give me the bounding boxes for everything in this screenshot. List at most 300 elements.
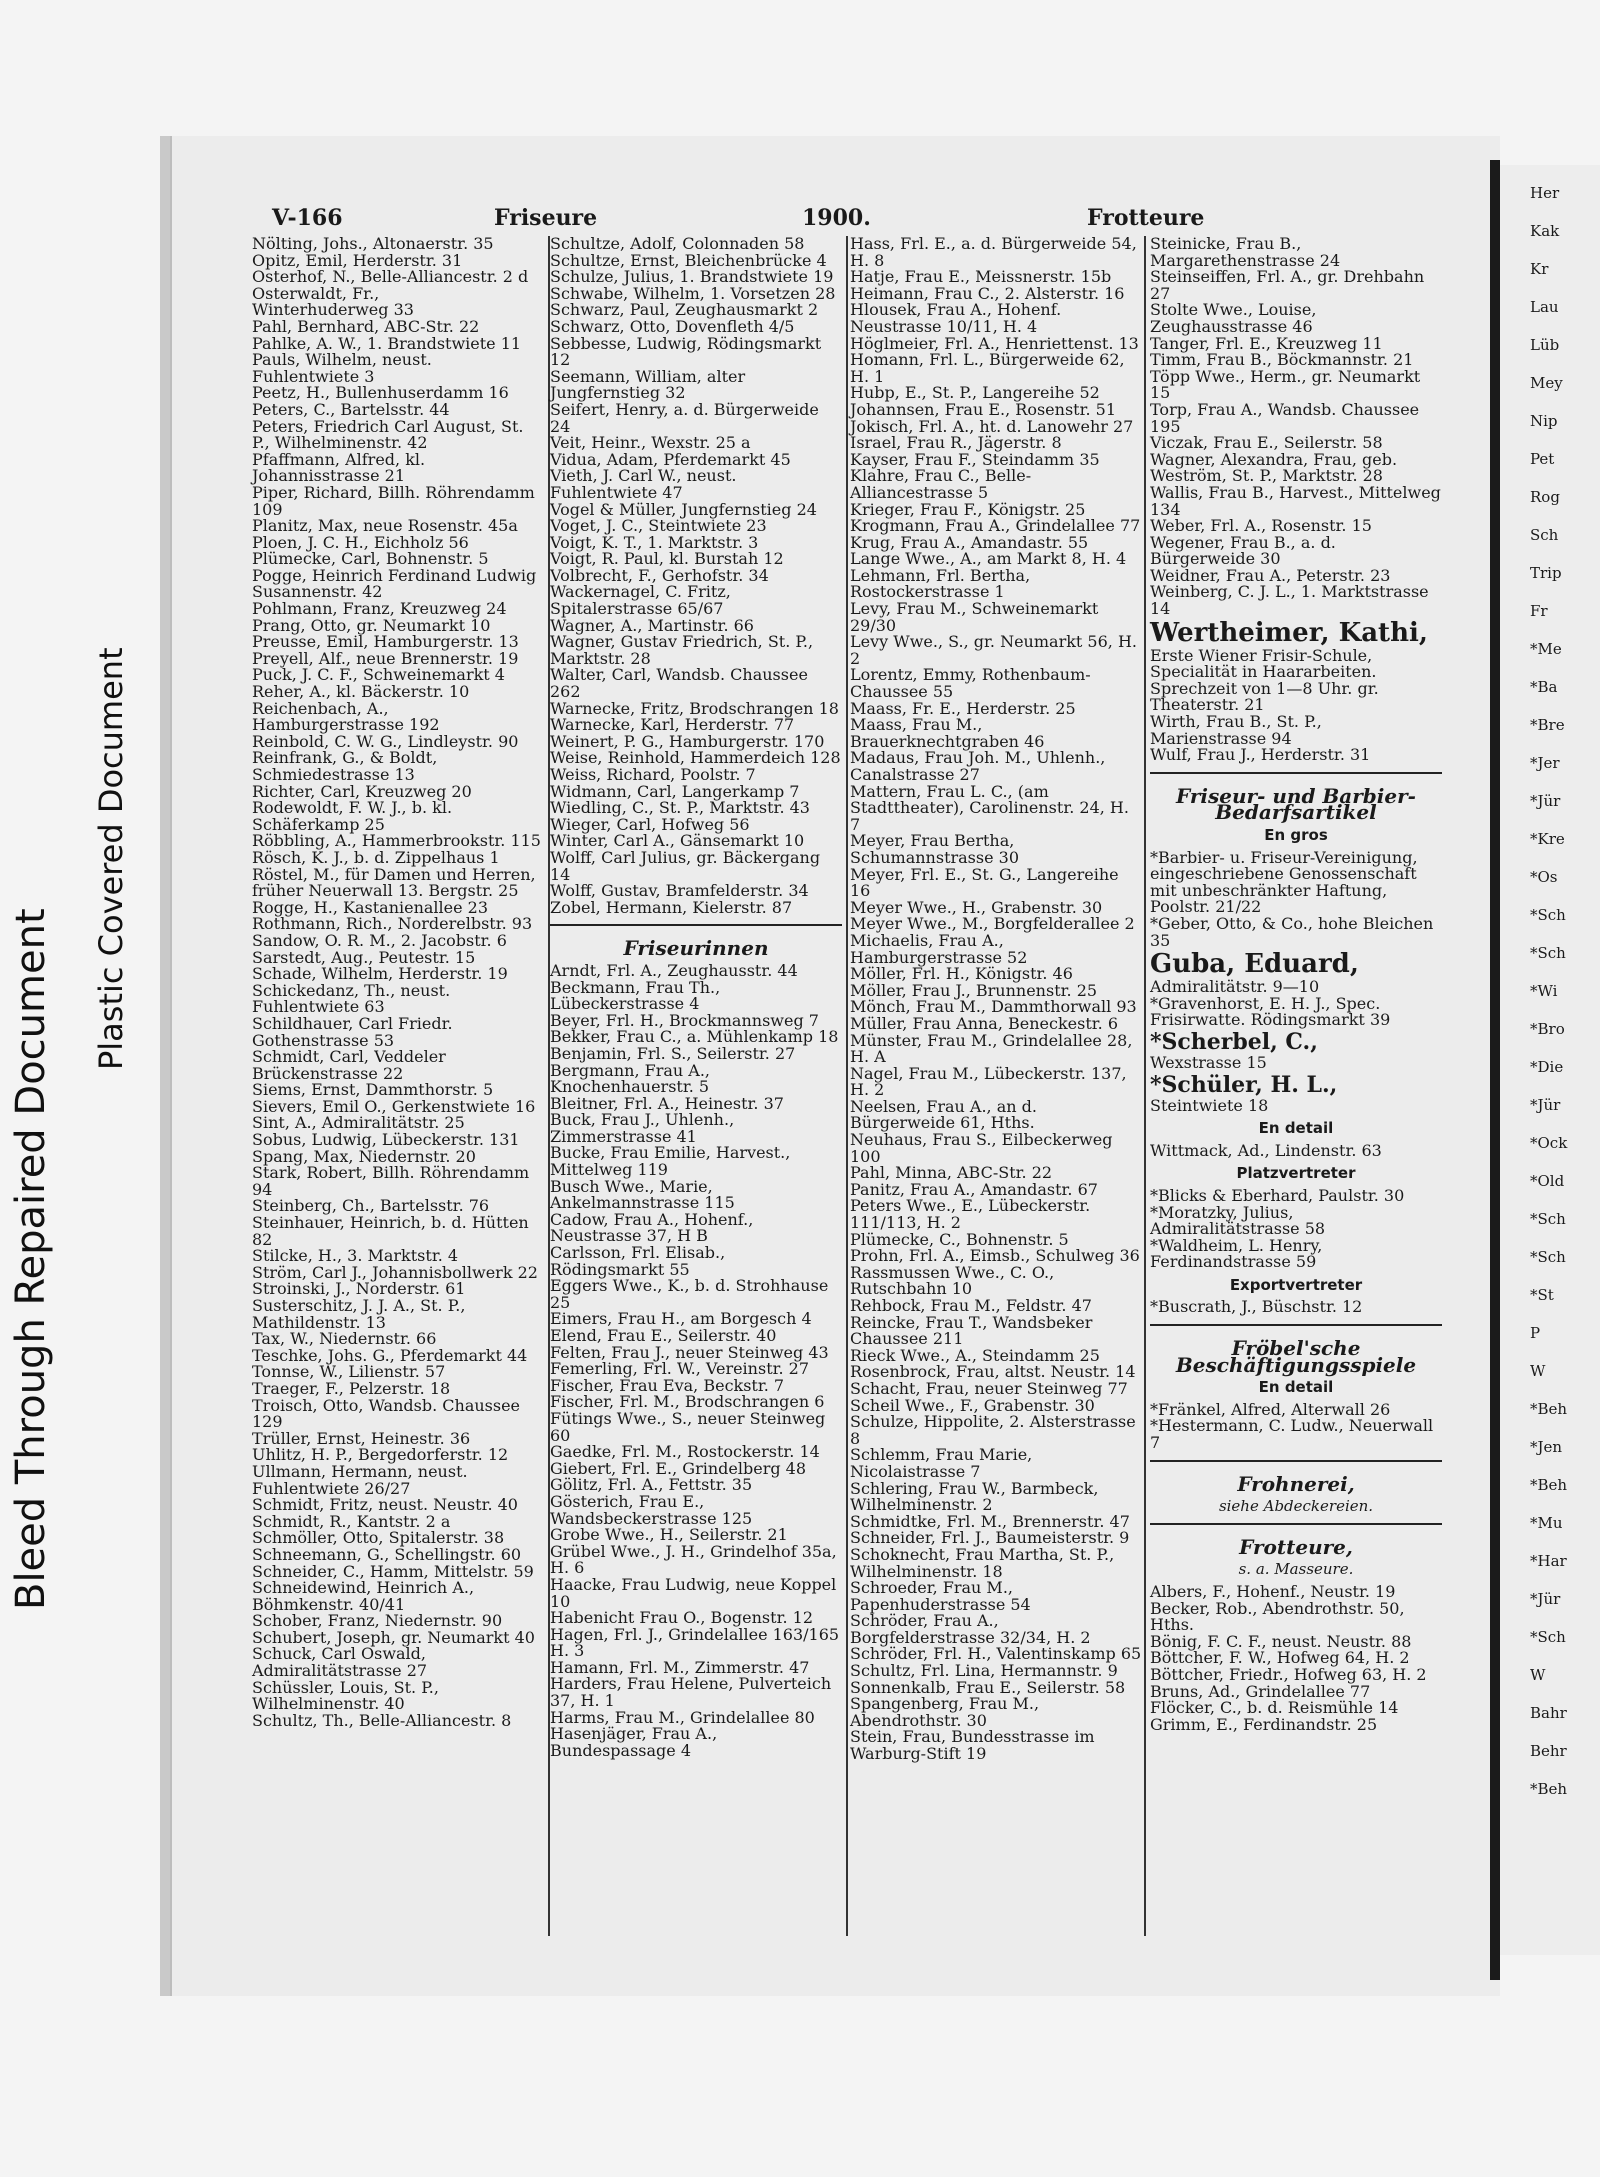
directory-entry: Lorentz, Emmy, Rothenbaum-Chaussee 55 <box>850 665 1091 702</box>
directory-entry: Schacht, Frau, neuer Steinweg 77 <box>850 1378 1128 1398</box>
directory-entry: Voget, J. C., Steintwiete 23 <box>550 516 767 536</box>
directory-entry: Schubert, Joseph, gr. Neumarkt 40 <box>252 1627 535 1647</box>
directory-entry: Rodewoldt, F. W. J., b. kl. Schäferkamp 25 <box>252 798 453 834</box>
next-page-text: *Beh <box>1530 1780 1568 1798</box>
directory-entry: Weiss, Richard, Poolstr. 7 <box>550 765 756 784</box>
directory-entry: Reher, A., kl. Bäckerstr. 10 <box>252 682 470 702</box>
directory-entry: Beyer, Frl. H., Brockmannsweg 7 <box>550 1010 819 1030</box>
directory-entry: Wolff, Gustav, Bramfelderstr. 34 <box>550 881 809 901</box>
directory-entry: Giebert, Frl. E., Grindelberg 48 <box>550 1458 807 1478</box>
next-page-text: Lüb <box>1530 336 1560 354</box>
directory-entry: Veit, Heinr., Wexstr. 25 a <box>550 433 751 453</box>
directory-entry: Winterhuderweg 33 <box>252 300 414 320</box>
directory-entry: Schulze, Hippolite, 2. Alsterstrasse 8 <box>850 1412 1136 1448</box>
directory-entry: Pohlmann, Franz, Kreuzweg 24 <box>252 599 507 619</box>
advertised-name: *Schüler, H. L., <box>1150 1071 1338 1098</box>
directory-entry: Rösch, K. J., b. d. Zippelhaus 1 <box>252 847 500 867</box>
directory-entry: Israel, Frau R., Jägerstr. 8 <box>850 433 1062 453</box>
directory-entry: Böttcher, Friedr., Hofweg 63, H. 2 <box>1150 1664 1427 1684</box>
next-page-text: Fr <box>1530 602 1548 620</box>
next-page-text: *Old <box>1530 1172 1565 1190</box>
section-heading: Frotteure, <box>1239 1534 1353 1559</box>
directory-entry: Beckmann, Frau Th., Lübeckerstrasse 4 <box>550 977 721 1014</box>
directory-entry: Wagner, Gustav Friedrich, St. P., Marktstr. 28 <box>550 632 814 668</box>
directory-entry: Hatje, Frau E., Meissnerstr. 15b <box>850 267 1112 287</box>
directory-entry: Fütings Wwe., S., neuer Steinweg 60 <box>550 1408 826 1445</box>
directory-entry: Krug, Frau A., Amandastr. 55 <box>850 532 1089 552</box>
directory-entry: Peters, C., Bartelsstr. 44 <box>252 399 450 419</box>
advertised-name: Wertheimer, Kathi, <box>1150 617 1428 648</box>
directory-entry: Arndt, Frl. A., Zeughausstr. 44 <box>550 960 798 980</box>
section-rule <box>1150 1460 1442 1462</box>
next-page-text: *Jür <box>1530 1590 1561 1608</box>
directory-entry: Wagner, A., Martinstr. 66 <box>550 615 754 635</box>
directory-entry: Sint, A., Admiralitätstr. 25 <box>252 1113 465 1133</box>
directory-entry: Grimm, E., Ferdinandstr. 25 <box>1150 1714 1378 1734</box>
directory-entry: Sievers, Emil O., Gerkenstwiete 16 <box>252 1096 536 1116</box>
directory-entry: Klahre, Frau C., Belle-Alliancestrasse 5 <box>850 466 1032 502</box>
directory-entry: Neuhaus, Frau S., Eilbeckerweg 100 <box>850 1130 1113 1166</box>
next-page-text: Sch <box>1530 526 1559 544</box>
directory-entry: Möller, Frl. H., Königstr. 46 <box>850 964 1073 984</box>
directory-entry: Schultz, Frl. Lina, Hermannstr. 9 <box>850 1661 1118 1681</box>
directory-entry: Bönig, F. C. F., neust. Neustr. 88 <box>1150 1631 1412 1651</box>
directory-entry: Weinberg, C. J. L., 1. Marktstrasse 14 <box>1150 582 1429 619</box>
directory-entry: Grobe Wwe., H., Seilerstr. 21 <box>550 1525 788 1545</box>
directory-entry: Vogel & Müller, Jungfernstieg 24 <box>550 499 817 519</box>
section-subheading: s. a. Masseure. <box>1238 1560 1354 1579</box>
directory-entry: Tonnse, W., Lilienstr. 57 <box>252 1362 446 1382</box>
directory-entry: Höglmeier, Frl. A., Henriettenst. 13 <box>850 333 1139 353</box>
directory-entry: Stark, Robert, Billh. Röhrendamm 94 <box>252 1163 530 1199</box>
directory-entry: Buck, Frau J., Uhlenh., Zimmerstrasse 41 <box>550 1110 735 1146</box>
directory-entry: Bekker, Frau C., a. Mühlenkamp 18 <box>550 1027 839 1047</box>
directory-entry: Peters, Friedrich Carl August, St. P., Wilhelminenstr. 42 <box>252 416 524 453</box>
directory-entry: Rogge, H., Kastanienallee 23 <box>252 897 489 917</box>
directory-entry: Steintwiete 18 <box>1150 1095 1269 1115</box>
next-page-text: W <box>1530 1666 1546 1684</box>
directory-entry: Schneidewind, Heinrich A., Böhmkenstr. 40/41 <box>252 1578 475 1614</box>
header-year: 1900. <box>802 205 871 231</box>
directory-entry: Hagen, Frl. J., Grindelallee 163/165 H. 3 <box>550 1624 840 1661</box>
directory-entry: Siems, Ernst, Dammthorstr. 5 <box>252 1080 494 1100</box>
directory-entry: Weidner, Frau A., Peterstr. 23 <box>1150 565 1391 585</box>
directory-entry: Voigt, R. Paul, kl. Burstah 12 <box>550 549 784 569</box>
directory-entry: Schüssler, Louis, St. P., Wilhelminenstr. 40 <box>252 1677 439 1714</box>
directory-entry: Schmöller, Otto, Spitalerstr. 38 <box>252 1528 505 1548</box>
directory-entry: Osterhof, N., Belle-Alliancestr. 2 d <box>252 267 529 287</box>
directory-entry: Spang, Max, Niedernstr. 20 <box>252 1146 476 1166</box>
directory-entry: Rassmussen Wwe., C. O., Rutschbahn 10 <box>850 1262 1055 1299</box>
column-4 <box>1150 236 1442 1733</box>
directory-entry: Schuck, Carl Oswald, Admiralitätstrasse 27 <box>252 1644 428 1681</box>
directory-entry: Wirth, Frau B., St. P., Marienstrasse 94 <box>1150 712 1322 748</box>
directory-entry: Gaedke, Frl. M., Rostockerstr. 14 <box>550 1442 820 1462</box>
side-label-primary: Bleed Through Repaired Document <box>8 908 54 1610</box>
next-page-text: Trip <box>1530 564 1562 582</box>
directory-entry: Johannsen, Frau E., Rosenstr. 51 <box>850 399 1116 419</box>
directory-entry: Stolte Wwe., Louise, Zeughausstrasse 46 <box>1150 300 1317 336</box>
directory-entry: Planitz, Max, neue Rosenstr. 45a <box>252 516 518 536</box>
directory-entry: Eggers Wwe., K., b. d. Strohhause 25 <box>550 1276 829 1312</box>
directory-entry: Habenicht Frau O., Bogenstr. 12 <box>550 1608 813 1628</box>
directory-entry: Schroeder, Frau M., Papenhuderstrasse 54 <box>850 1578 1031 1614</box>
directory-entry: Schröder, Frl. H., Valentinskamp 65 <box>850 1644 1142 1664</box>
directory-entry: Schultz, Th., Belle-Alliancestr. 8 <box>252 1710 512 1730</box>
next-page-text: Rog <box>1530 488 1560 506</box>
directory-entry: Ploen, J. C. H., Eichholz 56 <box>252 532 469 552</box>
directory-entry: Scheil Wwe., F., Grabenstr. 30 <box>850 1395 1095 1415</box>
directory-entry: Pahl, Bernhard, ABC-Str. 22 <box>252 316 480 336</box>
directory-entry: Schneemann, G., Schellingstr. 60 <box>252 1544 522 1564</box>
directory-entry: Walter, Carl, Wandsb. Chaussee 262 <box>550 665 808 702</box>
directory-entry: Grübel Wwe., J. H., Grindelhof 35a, H. 6 <box>550 1541 837 1578</box>
directory-entry: Böttcher, F. W., Hofweg 64, H. 2 <box>1150 1648 1410 1668</box>
directory-entry: Pahl, Minna, ABC-Str. 22 <box>850 1163 1053 1183</box>
directory-entry: Plümecke, C., Bohnenstr. 5 <box>850 1229 1069 1249</box>
directory-entry: Elend, Frau E., Seilerstr. 40 <box>550 1326 777 1345</box>
directory-entry: Prang, Otto, gr. Neumarkt 10 <box>252 615 491 635</box>
directory-entry: Sonnenkalb, Frau E., Seilerstr. 58 <box>850 1677 1126 1697</box>
directory-entry: Preyell, Alf., neue Brennerstr. 19 <box>252 648 519 668</box>
directory-entry: Seifert, Henry, a. d. Bürgerweide 24 <box>550 399 819 436</box>
directory-entry: Wackernagel, C. Fritz, Spitalerstrasse 65/67 <box>550 582 731 619</box>
directory-entry: Schultze, Ernst, Bleichenbrücke 4 <box>550 250 827 270</box>
directory-entry: Wexstrasse 15 <box>1150 1052 1267 1072</box>
next-page-text: *Har <box>1530 1552 1567 1570</box>
directory-entry: Teschke, Johs. G., Pferdemarkt 44 <box>252 1345 528 1365</box>
directory-entry: Maass, Frau M., Brauerknechtgraben 46 <box>850 715 1045 751</box>
directory-entry: Steinhauer, Heinrich, b. d. Hütten 82 <box>252 1213 529 1249</box>
directory-entry: Levy, Frau M., Schweinemarkt 29/30 <box>850 599 1099 635</box>
directory-entry: Weber, Frl. A., Rosenstr. 15 <box>1150 516 1372 536</box>
directory-entry: Nölting, Johs., Altonaerstr. 35 <box>252 234 494 253</box>
next-page-text: *Ba <box>1530 678 1558 696</box>
directory-entry: Preusse, Emil, Hamburgerstr. 13 <box>252 632 519 652</box>
directory-entry: Steinseiffen, Frl. A., gr. Drehbahn 27 <box>1150 267 1425 303</box>
section-rule <box>1150 1523 1442 1525</box>
directory-entry: Meyer Wwe., M., Borgfelderallee 2 <box>850 914 1135 934</box>
next-page-text: Nip <box>1530 412 1558 430</box>
directory-entry: Kayser, Frau F., Steindamm 35 <box>850 449 1100 469</box>
directory-entry: Schwarz, Otto, Dovenfleth 4/5 <box>550 316 795 336</box>
directory-entry: Röbbling, A., Hammerbrookstr. 115 <box>252 831 541 851</box>
directory-entry: Vieth, J. Carl W., neust. Fuhlentwiete 47 <box>550 466 737 502</box>
directory-entry: Panitz, Frau A., Amandastr. 67 <box>850 1179 1098 1199</box>
directory-entry: Schneider, Frl. J., Baumeisterstr. 9 <box>850 1528 1130 1548</box>
section-rule <box>1150 772 1442 774</box>
directory-entry: Schickedanz, Th., neust. Fuhlentwiete 63 <box>252 980 451 1017</box>
subsection-label: En gros <box>1264 826 1328 844</box>
directory-entry: Maass, Fr. E., Herderstr. 25 <box>850 698 1076 718</box>
directory-entry: Becker, Rob., Abendrothstr. 50, Hths. <box>1150 1598 1405 1635</box>
directory-entry: Busch Wwe., Marie, Ankelmannstrasse 115 <box>550 1176 735 1213</box>
side-label-secondary: Plastic Covered Document <box>92 647 130 1070</box>
directory-entry: Schwarz, Paul, Zeughausmarkt 2 <box>550 300 819 320</box>
page-gutter <box>1490 160 1500 1980</box>
directory-entry: Mönch, Frau M., Dammthorwall 93 <box>850 997 1137 1017</box>
directory-entry: Pauls, Wilhelm, neust. Fuhlentwiete 3 <box>252 350 432 386</box>
directory-entry: Schlering, Frau W., Barmbeck, Wilhelminenstr. 2 <box>850 1478 1099 1515</box>
directory-entry: Sebbesse, Ludwig, Rödingsmarkt 12 <box>550 333 822 370</box>
directory-entry: Erste Wiener Frisir-Schule, Specialität in Haararbeiten. Sprechzeit von 1—8 Uhr. gr. Theaterstr. 21 <box>1150 645 1379 715</box>
next-page-text: *Beh <box>1530 1400 1568 1418</box>
directory-entry: Schlemm, Frau Marie, Nicolaistrasse 7 <box>850 1445 1033 1481</box>
directory-entry: Ullmann, Hermann, neust. Fuhlentwiete 26/27 <box>252 1461 468 1498</box>
directory-entry: Reinbold, C. W. G., Lindleystr. 90 <box>252 731 519 751</box>
next-page-text: *Os <box>1530 868 1558 886</box>
directory-entry: Weinert, P. G., Hamburgerstr. 170 <box>550 731 825 751</box>
directory-entry: Neelsen, Frau A., an d. Bürgerweide 61, Hths. <box>850 1096 1037 1133</box>
next-page-text: Her <box>1530 184 1560 202</box>
column-3 <box>850 236 1142 1763</box>
next-page-text: *Ock <box>1530 1134 1568 1152</box>
next-page-text: *Sch <box>1530 1210 1566 1228</box>
directory-entry: Peetz, H., Bullenhuserdamm 16 <box>252 383 509 403</box>
next-page-text: Behr <box>1530 1742 1567 1760</box>
directory-entry: Rothmann, Rich., Norderelbstr. 93 <box>252 914 533 934</box>
directory-entry: Pogge, Heinrich Ferdinand Ludwig Susannenstr. 42 <box>252 565 537 602</box>
directory-entry: Levy Wwe., S., gr. Neumarkt 56, H. 2 <box>850 632 1137 668</box>
directory-entry: Reinfrank, G., & Boldt, Schmiedestrasse 13 <box>252 748 438 784</box>
directory-entry: Nagel, Frau M., Lübeckerstr. 137, H. 2 <box>850 1063 1127 1100</box>
directory-entry: Steinberg, Ch., Bartelsstr. 76 <box>252 1196 490 1216</box>
next-page-text: *Kre <box>1530 830 1565 848</box>
directory-entry: Trüller, Ernst, Heinestr. 36 <box>252 1428 471 1448</box>
header-left-title: Friseure <box>494 205 598 231</box>
directory-entry: Ström, Carl J., Johannisbollwerk 22 <box>252 1262 538 1282</box>
directory-entry: Widmann, Carl, Langerkamp 7 <box>550 781 800 801</box>
advertised-name: Guba, Eduard, <box>1150 949 1359 980</box>
directory-entry: Meyer, Frl. E., St. G., Langereihe 16 <box>850 864 1119 901</box>
directory-entry: Fischer, Frl. M., Brodschrangen 6 <box>550 1392 825 1412</box>
page-number: V-166 <box>272 205 343 231</box>
section-heading: Fröbel'sche Beschäftigungsspiele <box>1175 1336 1417 1377</box>
directory-entry: Wittmack, Ad., Lindenstr. 63 <box>1150 1140 1382 1160</box>
directory-entry: *Moratzky, Julius, Admiralitätstrasse 58 <box>1150 1202 1326 1239</box>
directory-entry: Voigt, K. T., 1. Marktstr. 3 <box>550 532 759 552</box>
directory-entry: Schultze, Adolf, Colonnaden 58 <box>550 234 805 253</box>
next-page-text: *Jer <box>1530 754 1560 772</box>
directory-entry: Münster, Frau M., Grindelallee 28, H. A <box>850 1030 1133 1067</box>
directory-entry: Prohn, Frl. A., Eimsb., Schulweg 36 <box>850 1246 1140 1266</box>
section-heading: Frohnerei, <box>1237 1471 1355 1496</box>
directory-entry: Müller, Frau Anna, Beneckestr. 6 <box>850 1013 1119 1033</box>
directory-entry: Steinicke, Frau B., Margarethenstrasse 24 <box>1150 234 1341 270</box>
directory-entry: Schwabe, Wilhelm, 1. Vorsetzen 28 <box>550 283 836 303</box>
directory-entry: Madaus, Frau Joh. M., Uhlenh., Canalstrasse 27 <box>850 748 1106 784</box>
directory-entry: Hass, Frl. E., a. d. Bürgerweide 54, H. 8 <box>850 234 1137 270</box>
directory-entry: *Hestermann, C. Ludw., Neuerwall 7 <box>1150 1416 1434 1453</box>
subsection-label: En detail <box>1258 1119 1334 1138</box>
directory-entry: Hlousek, Frau A., Hohenf. Neustrasse 10/11, H. 4 <box>850 300 1062 336</box>
next-page-text: Pet <box>1530 450 1555 468</box>
directory-entry: Wegener, Frau B., a. d. Bürgerweide 30 <box>1150 532 1336 569</box>
directory-entry: Reichenbach, A., Hamburgerstrasse 192 <box>252 698 440 735</box>
next-page-text: *Sch <box>1530 906 1566 924</box>
directory-entry: Felten, Frau J., neuer Steinweg 43 <box>550 1342 829 1362</box>
directory-entry: Wallis, Frau B., Harvest., Mittelweg 134 <box>1150 482 1441 519</box>
directory-entry: Bergmann, Frau A., Knochenhauerstr. 5 <box>550 1060 711 1097</box>
subsection-label: Platzvertreter <box>1236 1164 1356 1183</box>
directory-entry: Stroinski, J., Norderstr. 61 <box>252 1279 466 1299</box>
next-page-text: *Jür <box>1530 792 1561 810</box>
directory-entry: Schmidt, Fritz, neust. Neustr. 40 <box>252 1495 518 1515</box>
directory-entry: Bleitner, Frl. A., Heinestr. 37 <box>550 1093 784 1113</box>
directory-entry: Richter, Carl, Kreuzweg 20 <box>252 781 472 801</box>
next-page-text: *Bre <box>1530 716 1565 734</box>
directory-entry: Torp, Frau A., Wandsb. Chaussee 195 <box>1150 399 1420 436</box>
next-page-text: *Die <box>1530 1058 1564 1076</box>
directory-entry: Röstel, M., für Damen und Herren, früher Neuerwall 13. Bergstr. 25 <box>252 864 536 901</box>
directory-entry: Schmidtke, Frl. M., Brennerstr. 47 <box>850 1511 1130 1531</box>
section-rule <box>550 924 842 926</box>
directory-entry: Hasenjäger, Frau A., Bundespassage 4 <box>550 1724 718 1760</box>
directory-entry: Rieck Wwe., A., Steindamm 25 <box>850 1345 1100 1365</box>
directory-entry: Gölitz, Frl. A., Fettstr. 35 <box>550 1475 753 1495</box>
directory-entry: *Barbier- u. Friseur-Vereinigung, eingeschriebene Genossenschaft mit unbeschränkter Haftung, Poolstr. 21/22 <box>1150 847 1418 917</box>
directory-entry: Femerling, Frl. W., Vereinstr. 27 <box>550 1359 810 1379</box>
directory-entry: Stilcke, H., 3. Marktstr. 4 <box>252 1246 459 1266</box>
directory-entry: Schröder, Frau A., Borgfelderstrasse 32/34, H. 2 <box>850 1611 1091 1647</box>
column-divider <box>1144 236 1146 1936</box>
directory-entry: Seemann, William, alter Jungfernstieg 32 <box>550 366 746 403</box>
next-page-text: *Sch <box>1530 944 1566 962</box>
directory-entry: Homann, Frl. L., Bürgerweide 62, H. 1 <box>850 350 1125 386</box>
directory-entry: Sobus, Ludwig, Lübeckerstr. 131 <box>252 1130 520 1150</box>
directory-entry: Hamann, Frl. M., Zimmerstr. 47 <box>550 1657 810 1677</box>
directory-entry: Krieger, Frau F., Königstr. 25 <box>850 499 1086 519</box>
directory-entry: Warnecke, Fritz, Brodschrangen 18 <box>550 698 839 718</box>
directory-entry: *Waldheim, L. Henry, Ferdinandstrasse 59 <box>1150 1235 1323 1272</box>
directory-entry: *Buscrath, J., Büschstr. 12 <box>1150 1297 1363 1317</box>
directory-entry: Tax, W., Niedernstr. 66 <box>252 1329 437 1349</box>
section-heading: Friseurinnen <box>623 936 769 961</box>
column-divider <box>846 236 848 1936</box>
next-page-text: *St <box>1530 1286 1554 1304</box>
directory-entry: Schmidt, R., Kantstr. 2 a <box>252 1511 451 1531</box>
next-page-text: *Jür <box>1530 1096 1561 1114</box>
directory-entry: *Geber, Otto, & Co., hohe Bleichen 35 <box>1150 913 1434 950</box>
directory-entry: Benjamin, Frl. S., Seilerstr. 27 <box>550 1043 796 1063</box>
directory-entry: Traeger, F., Pelzerstr. 18 <box>252 1378 451 1398</box>
directory-entry: Schmidt, Carl, Veddeler Brückenstrasse 22 <box>252 1047 446 1083</box>
next-page-text: *Wi <box>1530 982 1558 1000</box>
directory-entry: Viczak, Frau E., Seilerstr. 58 <box>1150 433 1383 453</box>
directory-entry: Heimann, Frau C., 2. Alsterstr. 16 <box>850 283 1125 303</box>
directory-entry: Weise, Reinhold, Hammerdeich 128 <box>550 748 841 768</box>
directory-entry: Timm, Frau B., Böckmannstr. 21 <box>1150 350 1414 370</box>
directory-entry: Gösterich, Frau E., Wandsbeckerstrasse 125 <box>550 1491 753 1528</box>
next-page-text: Bahr <box>1530 1704 1567 1722</box>
directory-entry: *Fränkel, Alfred, Alterwall 26 <box>1150 1399 1391 1419</box>
directory-entry: Reincke, Frau T., Wandsbeker Chaussee 211 <box>850 1312 1093 1349</box>
section-rule <box>1150 1324 1442 1326</box>
directory-entry: Haacke, Frau Ludwig, neue Koppel 10 <box>550 1574 837 1611</box>
directory-entry: Plümecke, Carl, Bohnenstr. 5 <box>252 549 489 569</box>
directory-entry: Meyer Wwe., H., Grabenstr. 30 <box>850 897 1103 917</box>
directory-entry: *Blicks & Eberhard, Paulstr. 30 <box>1150 1185 1405 1205</box>
directory-entry: Schober, Franz, Niedernstr. 90 <box>252 1611 503 1631</box>
subsection-label: En detail <box>1258 1378 1334 1397</box>
next-page-text: *Jen <box>1530 1438 1563 1456</box>
directory-entry: Wieger, Carl, Hofweg 56 <box>550 814 750 834</box>
next-page-text: *Mu <box>1530 1514 1563 1532</box>
directory-entry: *Gravenhorst, E. H. J., Spec. Frisirwatte. Rödingsmarkt 39 <box>1150 993 1391 1030</box>
next-page-text: Kr <box>1530 260 1549 278</box>
directory-entry: Stein, Frau, Bundesstrasse im Warburg-Stift 19 <box>850 1727 1095 1764</box>
next-page-text: P <box>1530 1324 1541 1342</box>
directory-entry: Bucke, Frau Emilie, Harvest., Mittelweg 119 <box>550 1143 791 1180</box>
directory-entry: Meyer, Frau Bertha, Schumannstrasse 30 <box>850 831 1020 867</box>
section-heading: Friseur- und Barbier-Bedarfsartikel <box>1176 783 1416 825</box>
directory-entry: Sandow, O. R. M., 2. Jacobstr. 6 <box>252 930 507 950</box>
directory-entry: Schulze, Julius, 1. Brandstwiete 19 <box>550 267 834 287</box>
column-1 <box>252 236 544 1729</box>
directory-entry: Rehbock, Frau M., Feldstr. 47 <box>850 1296 1092 1315</box>
directory-entry: Opitz, Emil, Herderstr. 31 <box>252 250 463 270</box>
next-page-text: *Sch <box>1530 1628 1566 1646</box>
directory-entry: Peters Wwe., E., Lübeckerstr. 111/113, H. 2 <box>850 1196 1091 1233</box>
advertised-name: *Scherbel, C., <box>1150 1028 1318 1055</box>
directory-entry: Carlsson, Frl. Elisab., Rödingsmarkt 55 <box>550 1243 726 1279</box>
column-2 <box>550 236 842 1759</box>
directory-entry: Schneider, C., Hamm, Mittelstr. 59 <box>252 1561 534 1581</box>
directory-entry: Flöcker, C., b. d. Reismühle 14 <box>1150 1698 1399 1718</box>
directory-entry: Bruns, Ad., Grindelallee 77 <box>1150 1681 1371 1701</box>
directory-entry: Troisch, Otto, Wandsb. Chaussee 129 <box>252 1395 521 1432</box>
directory-entry: Piper, Richard, Billh. Röhrendamm 109 <box>252 482 535 519</box>
directory-entry: Wiedling, C., St. P., Marktstr. 43 <box>550 798 810 818</box>
directory-entry: Vidua, Adam, Pferdemarkt 45 <box>550 449 791 469</box>
next-page-text: *Sch <box>1530 1248 1566 1266</box>
directory-entry: Lange Wwe., A., am Markt 8, H. 4 <box>850 549 1127 569</box>
directory-entry: Osterwaldt, Fr., <box>252 283 380 303</box>
next-page-fragment <box>1500 165 1600 1955</box>
directory-entry: Albers, F., Hohenf., Neustr. 19 <box>1150 1582 1396 1601</box>
subsection-label: Exportvertreter <box>1229 1275 1363 1294</box>
directory-entry: Schildhauer, Carl Friedr. Gothenstrasse 53 <box>252 1013 453 1050</box>
section-subheading: siehe Abdeckereien. <box>1218 1497 1374 1516</box>
directory-entry: Spangenberg, Frau M., Abendrothstr. 30 <box>850 1694 1040 1730</box>
header-right-title: Frotteure <box>1087 205 1205 231</box>
directory-entry: Harms, Frau M., Grindelallee 80 <box>550 1707 815 1727</box>
next-page-text: Lau <box>1530 298 1559 316</box>
side-labels <box>0 560 150 1630</box>
directory-entry: Susterschitz, J. J. A., St. P., Mathildenstr. 13 <box>252 1296 466 1332</box>
page-header <box>272 205 1442 233</box>
directory-entry: Pahlke, A. W., 1. Brandstwiete 11 <box>252 333 522 353</box>
directory-entry: Michaelis, Frau A., Hamburgerstrasse 52 <box>850 930 1028 967</box>
directory-entry: Wulf, Frau J., Herderstr. 31 <box>1150 745 1371 765</box>
next-page-text: *Me <box>1530 640 1562 658</box>
directory-entry: Winter, Carl A., Gänsemarkt 10 <box>550 831 805 851</box>
directory-entry: Puck, J. C. F., Schweinemarkt 4 <box>252 665 505 685</box>
directory-entry: Möller, Frau J., Brunnenstr. 25 <box>850 980 1098 1000</box>
directory-entry: Cadow, Frau A., Hohenf., Neustrasse 37, H B <box>550 1209 754 1246</box>
directory-entry: Warnecke, Karl, Herderstr. 77 <box>550 715 795 735</box>
directory-entry: Schoknecht, Frau Martha, St. P., Wilhelminenstr. 18 <box>850 1544 1115 1581</box>
directory-entry: Sarstedt, Aug., Peutestr. 15 <box>252 947 476 967</box>
directory-entry: Schade, Wilhelm, Herderstr. 19 <box>252 964 508 984</box>
next-page-text: Mey <box>1530 374 1563 392</box>
directory-entry: Hubp, E., St. P., Langereihe 52 <box>850 383 1100 403</box>
directory-entry: Wolff, Carl Julius, gr. Bäckergang 14 <box>550 847 821 884</box>
directory-entry: Wagner, Alexandra, Frau, geb. Weström, St. P., Marktstr. 28 <box>1150 449 1398 486</box>
directory-entry: Volbrecht, F., Gerhofstr. 34 <box>550 565 769 585</box>
directory-entry: Jokisch, Frl. A., ht. d. Lanowehr 27 <box>850 416 1134 436</box>
directory-entry: Harders, Frau Helene, Pulverteich 37, H. 1 <box>550 1674 832 1711</box>
